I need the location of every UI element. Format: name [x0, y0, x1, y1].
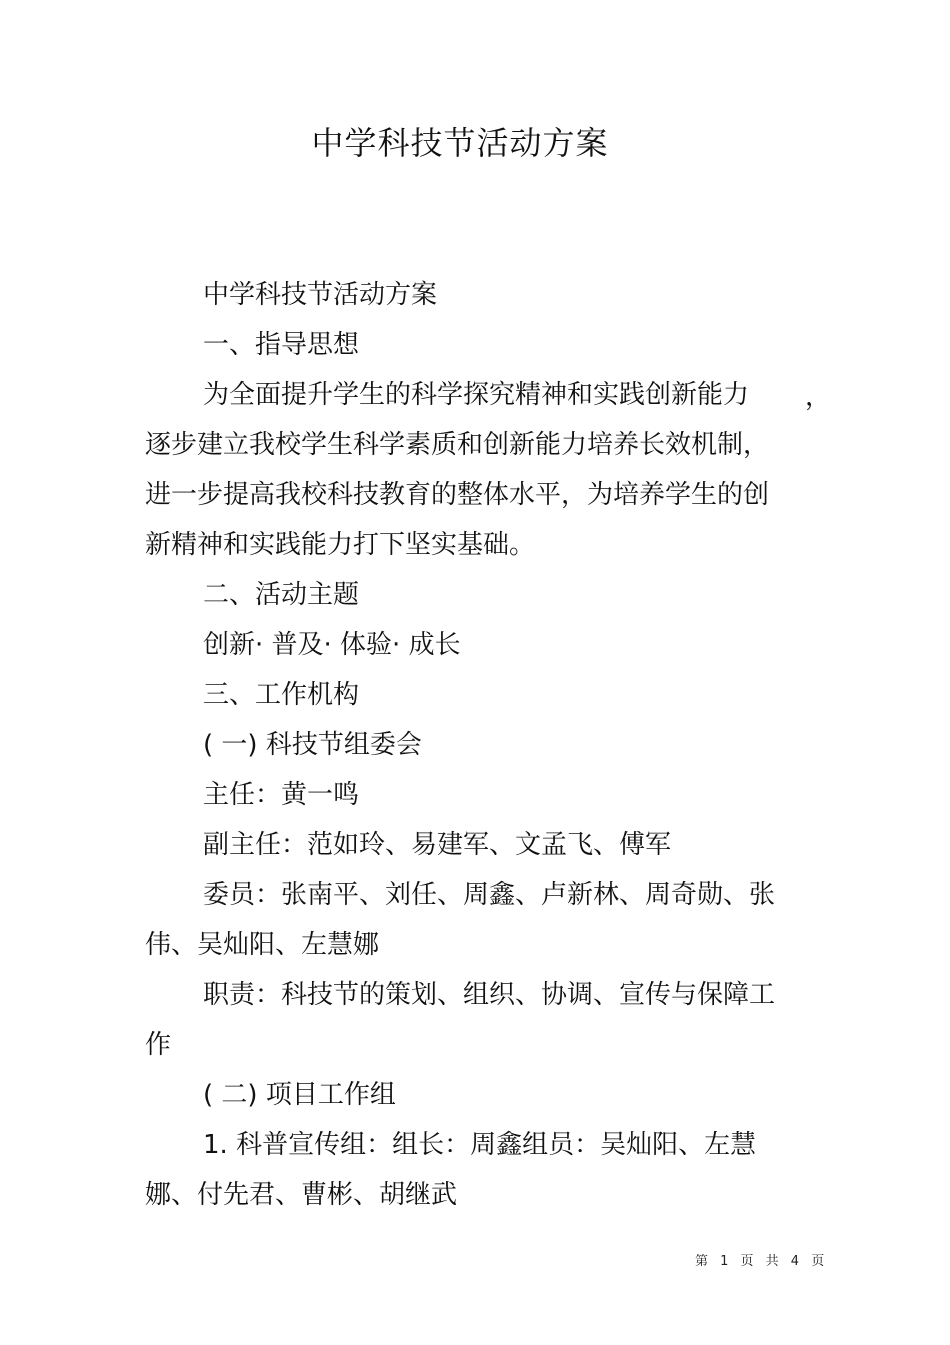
paragraph-responsibilities: 职责：科技节的策划、组织、协调、宣传与保障工作 [145, 980, 776, 1060]
trailing-comma: ， [805, 382, 832, 412]
page-number-footer: 第 1 页 共 4 页 [695, 1254, 829, 1269]
paragraph-activity-theme: 创新· 普及· 体验· 成长 [203, 630, 461, 660]
section-heading-work-organization: 三、工作机构 [203, 680, 360, 710]
subsection-heading-project-groups: ( 二) 项目工作组 [203, 1080, 396, 1110]
paragraph-guiding-ideology-line1: 为全面提升学生的科学探究精神和实践创新能力 [203, 380, 750, 410]
paragraph-guiding-ideology-rest: 逐步建立我校学生科学素质和创新能力培养长效机制，进一步提高我校科技教育的整体水平，为培养学生的创新精神和实践能力打下坚实基础。 [145, 430, 770, 560]
document-title: 中学科技节活动方案 [311, 124, 609, 162]
subsection-heading-organizing-committee: ( 一) 科技节组委会 [203, 730, 422, 760]
paragraph-committee-members: 委员：张南平、刘任、周鑫、卢新林、周奇勋、张伟、吴灿阳、左慧娜 [145, 880, 776, 960]
section-heading-guiding-ideology: 一、指导思想 [203, 330, 360, 360]
paragraph-director: 主任：黄一鸣 [203, 780, 360, 810]
document-body [145, 270, 785, 1220]
paragraph-deputy-director: 副主任：范如玲、易建军、文孟飞、傅军 [203, 830, 672, 860]
paragraph-heading-title: 中学科技节活动方案 [203, 280, 438, 310]
section-heading-activity-theme: 二、活动主题 [203, 580, 360, 610]
paragraph-science-publicity-group: 1. 科普宣传组：组长：周鑫组员：吴灿阳、左慧娜、付先君、曹彬、胡继武 [145, 1130, 757, 1210]
